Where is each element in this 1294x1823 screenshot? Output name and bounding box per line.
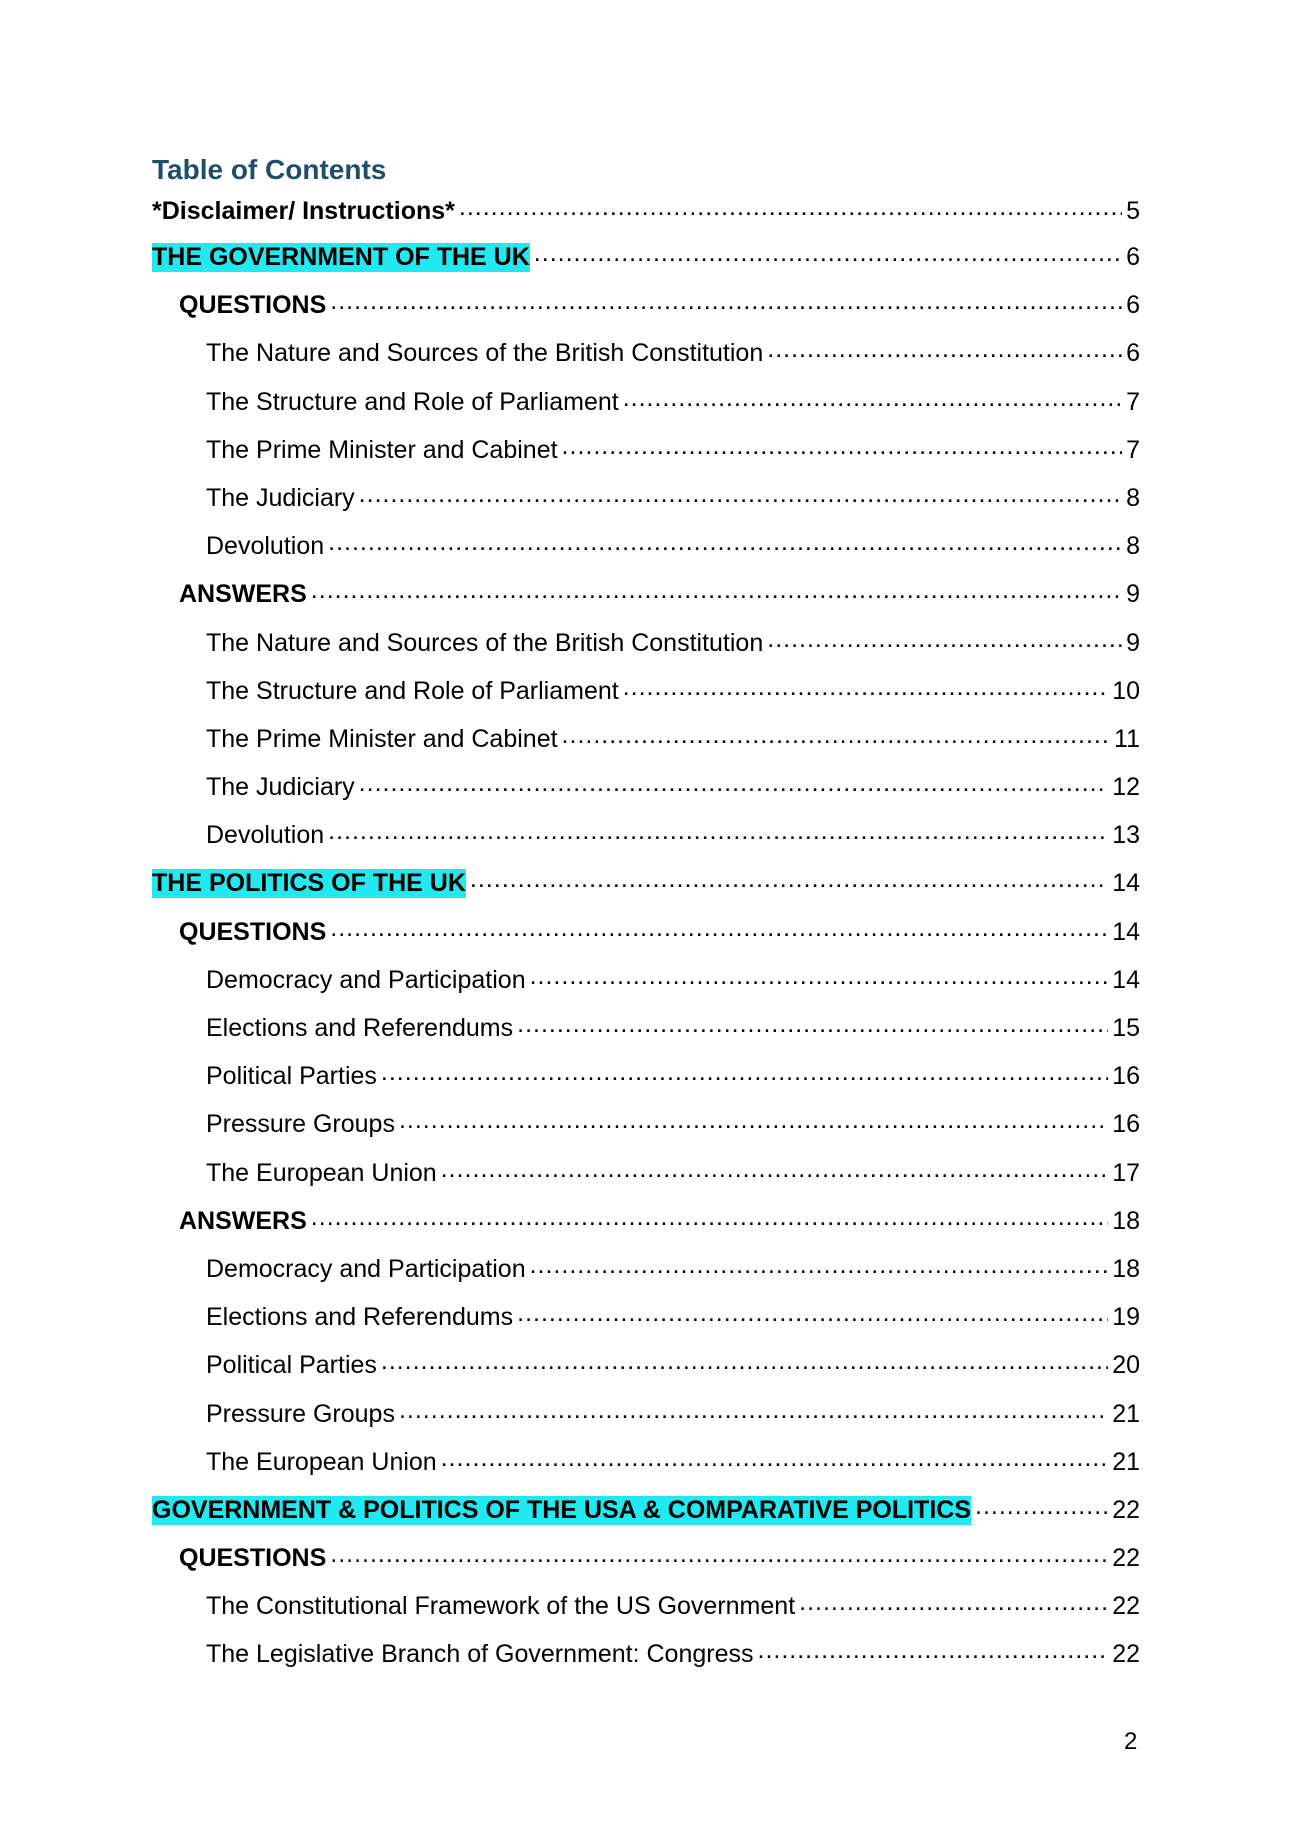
toc-entry-page: 14 bbox=[1112, 965, 1140, 994]
toc-entry-page: 22 bbox=[1112, 1495, 1140, 1524]
toc-entry-label: The European Union bbox=[206, 1158, 437, 1187]
toc-entry-politics-of-uk[interactable] bbox=[152, 866, 1140, 914]
toc-entry-page: 11 bbox=[1114, 724, 1140, 753]
dot-leader bbox=[441, 1445, 1108, 1470]
dot-leader bbox=[767, 336, 1122, 361]
dot-leader bbox=[534, 240, 1122, 265]
toc-entry-page: 13 bbox=[1112, 821, 1140, 850]
toc-entry-subsection[interactable] bbox=[152, 1589, 1140, 1637]
toc-entry-label: The Prime Minister and Cabinet bbox=[206, 724, 558, 753]
toc-entry-page: 22 bbox=[1112, 1592, 1140, 1621]
toc-entry-page: 22 bbox=[1112, 1640, 1140, 1669]
toc-entry-page: 21 bbox=[1112, 1399, 1140, 1428]
dot-leader bbox=[359, 481, 1122, 506]
toc-entry-page: 12 bbox=[1112, 773, 1140, 802]
toc-entry-questions[interactable] bbox=[152, 288, 1140, 336]
dot-leader bbox=[381, 1348, 1108, 1373]
toc-entry-page: 15 bbox=[1112, 1014, 1140, 1042]
toc-entry-subsection[interactable] bbox=[152, 1445, 1140, 1493]
toc-entry-page: 8 bbox=[1126, 483, 1140, 512]
toc-entry-page: 17 bbox=[1112, 1158, 1140, 1187]
toc-entry-label: Devolution bbox=[206, 821, 325, 850]
toc-entry-label: The Nature and Sources of the British Constitution bbox=[206, 339, 764, 368]
toc-entry-page: 14 bbox=[1112, 917, 1140, 946]
toc-entry-label: The European Union bbox=[206, 1447, 437, 1476]
toc-entry-subsection[interactable] bbox=[152, 722, 1140, 770]
toc-entry-label: Pressure Groups bbox=[206, 1110, 395, 1139]
dot-leader bbox=[330, 915, 1108, 940]
dot-leader bbox=[330, 288, 1122, 313]
toc-entry-answers[interactable] bbox=[152, 1204, 1140, 1252]
dot-leader bbox=[623, 674, 1108, 699]
toc-entry-page: 6 bbox=[1126, 243, 1140, 271]
toc-entry-page: 16 bbox=[1112, 1110, 1140, 1139]
toc-entry-subsection[interactable] bbox=[152, 1011, 1140, 1059]
dot-leader bbox=[328, 529, 1122, 554]
toc-entry-subsection[interactable] bbox=[152, 1107, 1140, 1155]
toc-entry-page: 18 bbox=[1112, 1254, 1140, 1283]
dot-leader bbox=[530, 963, 1109, 988]
dot-leader bbox=[517, 1011, 1108, 1036]
toc-entry-label: The Judiciary bbox=[206, 773, 355, 802]
toc-entry-page: 18 bbox=[1112, 1206, 1140, 1235]
toc-entry-label: QUESTIONS bbox=[179, 291, 327, 320]
toc-entry-page: 7 bbox=[1126, 435, 1140, 464]
toc-entry-usa-comparative-politics[interactable] bbox=[152, 1493, 1140, 1541]
toc-entry-label: The Legislative Branch of Government: Congress bbox=[206, 1640, 754, 1669]
toc-entry-label: *Disclaimer/ Instructions* bbox=[152, 197, 455, 225]
dot-leader bbox=[381, 1059, 1108, 1084]
toc-entry-page: 20 bbox=[1112, 1351, 1140, 1380]
toc-entry-label: Democracy and Participation bbox=[206, 1254, 526, 1283]
dot-leader bbox=[311, 1204, 1108, 1229]
toc-entry-disclaimer[interactable] bbox=[152, 194, 1140, 240]
toc-entry-subsection[interactable] bbox=[152, 818, 1140, 866]
toc-entry-label: ANSWERS bbox=[179, 1206, 307, 1235]
toc-entry-label: The Structure and Role of Parliament bbox=[206, 676, 619, 705]
toc-entry-label: The Constitutional Framework of the US Government bbox=[206, 1592, 796, 1621]
toc-entry-subsection[interactable] bbox=[152, 385, 1140, 433]
toc-entry-subsection[interactable] bbox=[152, 529, 1140, 577]
toc-entry-answers[interactable] bbox=[152, 577, 1140, 625]
toc-entry-subsection[interactable] bbox=[152, 1348, 1140, 1396]
toc-entry-page: 7 bbox=[1126, 387, 1140, 416]
toc-title: Table of Contents bbox=[152, 154, 387, 185]
toc-entry-label: ANSWERS bbox=[179, 580, 307, 609]
toc-entry-subsection[interactable] bbox=[152, 626, 1140, 674]
toc-entry-page: 6 bbox=[1126, 291, 1140, 320]
toc-entry-label: The Nature and Sources of the British Constitution bbox=[206, 628, 764, 657]
toc-entry-label: Elections and Referendums bbox=[206, 1014, 514, 1042]
toc-entry-label: THE GOVERNMENT OF THE UK bbox=[152, 243, 530, 271]
toc-entry-subsection[interactable] bbox=[152, 1397, 1140, 1445]
toc-entry-label: Elections and Referendums bbox=[206, 1303, 514, 1332]
toc-entry-page: 10 bbox=[1112, 676, 1140, 705]
toc-entry-page: 21 bbox=[1112, 1447, 1140, 1476]
toc-entry-subsection[interactable] bbox=[152, 1300, 1140, 1348]
dot-leader bbox=[330, 1541, 1108, 1566]
toc-entry-questions[interactable] bbox=[152, 915, 1140, 963]
dot-leader bbox=[758, 1637, 1109, 1662]
dot-leader bbox=[975, 1493, 1108, 1518]
toc-list bbox=[152, 194, 1140, 1686]
dot-leader bbox=[799, 1589, 1108, 1614]
dot-leader bbox=[359, 770, 1109, 795]
toc-entry-subsection[interactable] bbox=[152, 1252, 1140, 1300]
toc-entry-subsection[interactable] bbox=[152, 674, 1140, 722]
dot-leader bbox=[562, 722, 1111, 747]
toc-entry-label: GOVERNMENT & POLITICS OF THE USA & COMPARATIVE POLITICS bbox=[152, 1495, 972, 1524]
dot-leader bbox=[562, 433, 1123, 458]
toc-entry-label: The Prime Minister and Cabinet bbox=[206, 435, 558, 464]
toc-entry-page: 14 bbox=[1112, 869, 1140, 898]
toc-entry-label: Political Parties bbox=[206, 1062, 377, 1091]
dot-leader bbox=[517, 1300, 1108, 1325]
toc-entry-subsection[interactable] bbox=[152, 336, 1140, 384]
toc-entry-page: 9 bbox=[1126, 580, 1140, 609]
dot-leader bbox=[767, 626, 1122, 651]
dot-leader bbox=[623, 385, 1122, 410]
toc-entry-government-of-uk[interactable] bbox=[152, 240, 1140, 288]
toc-entry-page: 19 bbox=[1112, 1303, 1140, 1332]
dot-leader bbox=[470, 866, 1108, 891]
page-number: 2 bbox=[1124, 1728, 1138, 1755]
toc-entry-label: Political Parties bbox=[206, 1351, 377, 1380]
toc-entry-label: QUESTIONS bbox=[179, 1544, 327, 1573]
toc-entry-questions[interactable] bbox=[152, 1541, 1140, 1589]
toc-entry-subsection[interactable] bbox=[152, 433, 1140, 481]
toc-entry-page: 8 bbox=[1126, 532, 1140, 561]
toc-entry-subsection[interactable] bbox=[152, 481, 1140, 529]
toc-entry-page: 22 bbox=[1112, 1544, 1140, 1573]
toc-entry-page: 9 bbox=[1126, 628, 1140, 657]
toc-entry-page: 5 bbox=[1126, 197, 1140, 225]
toc-entry-label: QUESTIONS bbox=[179, 917, 327, 946]
toc-entry-label: Devolution bbox=[206, 532, 325, 561]
dot-leader bbox=[530, 1252, 1109, 1277]
dot-leader bbox=[441, 1156, 1108, 1181]
toc-entry-label: The Judiciary bbox=[206, 483, 355, 512]
dot-leader bbox=[311, 577, 1122, 602]
dot-leader bbox=[459, 194, 1122, 219]
dot-leader bbox=[328, 818, 1108, 843]
toc-entry-subsection[interactable] bbox=[152, 1637, 1140, 1685]
toc-entry-label: The Structure and Role of Parliament bbox=[206, 387, 619, 416]
toc-entry-label: Pressure Groups bbox=[206, 1399, 395, 1428]
toc-entry-subsection[interactable] bbox=[152, 1156, 1140, 1204]
toc-entry-page: 6 bbox=[1126, 339, 1140, 368]
toc-entry-label: Democracy and Participation bbox=[206, 965, 526, 994]
toc-entry-subsection[interactable] bbox=[152, 963, 1140, 1011]
toc-entry-subsection[interactable] bbox=[152, 770, 1140, 818]
toc-entry-subsection[interactable] bbox=[152, 1059, 1140, 1107]
dot-leader bbox=[399, 1397, 1108, 1422]
toc-entry-label: THE POLITICS OF THE UK bbox=[152, 869, 466, 898]
toc-entry-page: 16 bbox=[1112, 1062, 1140, 1091]
dot-leader bbox=[399, 1107, 1108, 1132]
